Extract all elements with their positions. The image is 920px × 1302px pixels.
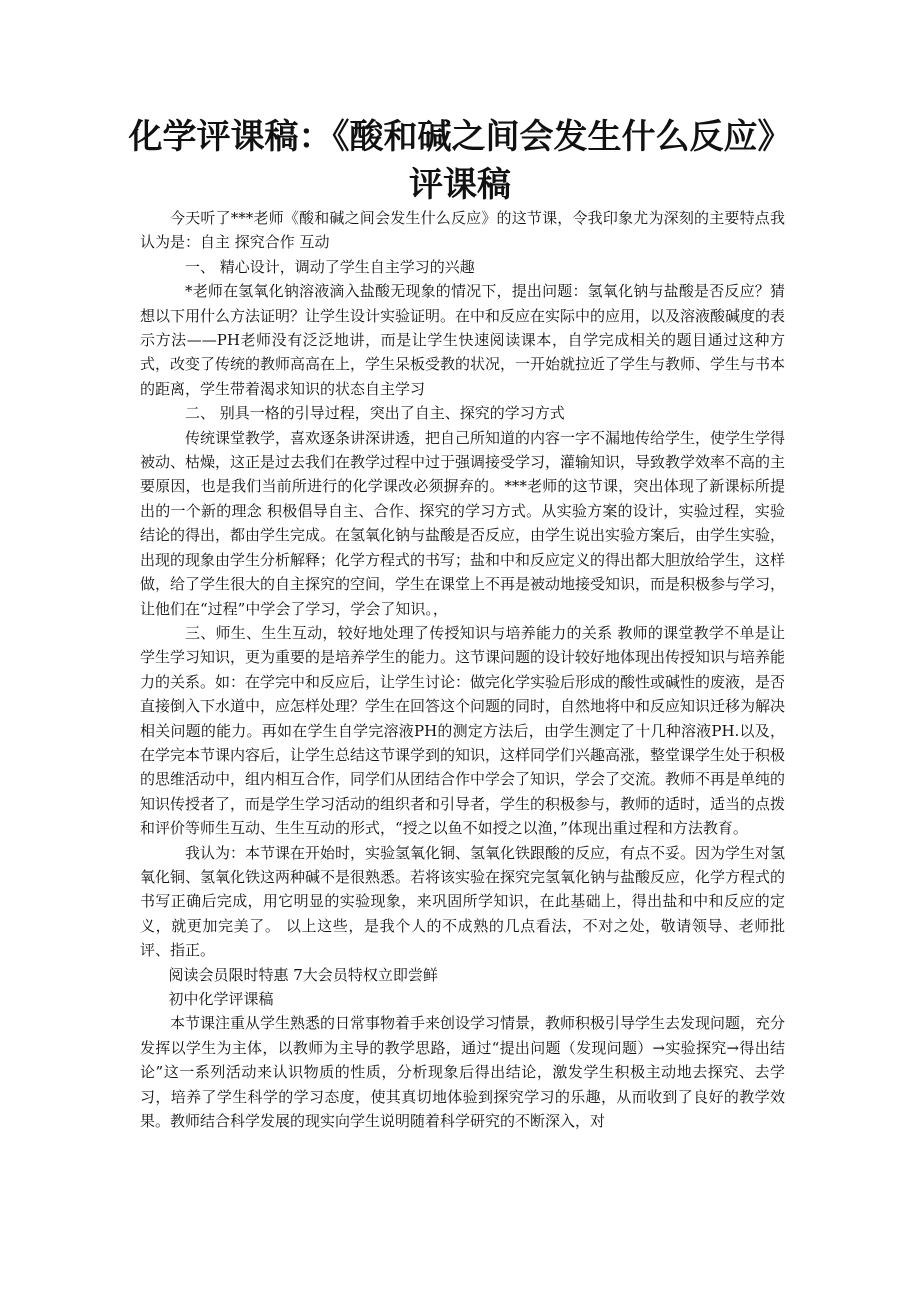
document-body	[140, 206, 785, 1133]
section-2-paragraph: 传统课堂教学，喜欢逐条讲深讲透，把自己所知道的内容一字不漏地传给学生，使学生学得被动、枯燥，这正是过去我们在教学过程中过于强调接受学习，灌输知识，导致教学效率不高的主要原因，也是我们当前所进行的化学课改必须摒弃的。***老师的这节课，突出体现了新课标所提出的一个新的理念 积极倡导自主、合作、探究的学习方式。从实验方案的设计，实验过程，实验结论的得出，都由学生完成。在氢氧化钠与盐酸是否反应，由学生说出实验方案后，由学生实验，出现的现象由学生分析解释；化学方程式的书写；盐和中和反应定义的得出都大胆放给学生，这样做，给了学生很大的自主探究的空间，学生在课堂上不再是被动地接受知识，而是积极参与学习，让他们在“过程”中学会了学习，学会了知识。，	[140, 428, 786, 618]
section-heading-1: 一、 精心设计，调动了学生自主学习的兴趣	[185, 257, 475, 276]
section-1-paragraph: *老师在氢氧化钠溶液滴入盐酸无现象的情况下，提出问题：氢氧化钠与盐酸是否反应？猜想以下用什么方法证明？让学生设计实验证明。在中和反应在实际中的应用，以及溶液酸碱度的表示方法——PH老师没有泛泛地讲，而是让学生快速阅读课本，自学完成相关的题目通过这种方式，改变了传统的教师高高在上，学生呆板受教的状况，一开始就拉近了学生与教师、学生与书本的距离，学生带着渴求知识的状态自主学习	[140, 282, 786, 398]
opinion-paragraph: 我认为：本节课在开始时，实验氢氧化铜、氢氧化铁跟酸的反应，有点不妥。因为学生对氢氧化铜、氢氧化铁这两种碱不是很熟悉。若将该实验在探究完氢氧化钠与盐酸反应，化学方程式的书写正确后完成，用它明显的实验现象，来巩固所学知识，在此基础上，得出盐和中和反应的定义，就更加完美了。 以上这些，是我个人的不成熟的几点看法，不对之处，敬请领导、老师批评、指正。	[140, 843, 786, 960]
document-title-continued: 评课稿	[409, 165, 511, 205]
section-heading-2: 二、 别具一格的引导过程，突出了自主、探究的学习方式	[185, 404, 565, 423]
related-article-paragraph: 本节课注重从学生熟悉的日常事物着手来创设学习情景，教师积极引导学生去发现问题，充分发挥以学生为主体，以教师为主导的教学思路，通过“提出问题（发现问题）→实验探究→得出结论”这一系列活动来认识物质的性质，分析现象后得出结论，激发学生积极主动地去探究、去学习，培养了学生科学的学习态度，使其真切地体验到探究学习的乐趣，从而收到了良好的教学效果。教师结合科学发展的现实向学生说明随着科学研究的不断深入，对	[140, 1014, 786, 1131]
intro-paragraph: 今天听了***老师《酸和碱之间会发生什么反应》的这节课，令我印象尤为深刻的主要特点我认为是：自主 探究合作 互动	[140, 209, 785, 252]
document-title: 化学评课稿：《酸和碱之间会发生什么反应》	[128, 117, 792, 157]
section-3-paragraph: 三、师生、生生互动，较好地处理了传授知识与培养能力的关系 教师的课堂教学不单是让学生学习知识，更为重要的是培养学生的能力。这节课问题的设计较好地体现出传授知识与培养能力的关系。如：在学完中和反应后，让学生讨论：做完化学实验后形成的酸性或碱性的废液，是否直接倒入下水道中，应怎样处理？学生在回答这个问题的同时，自然地将中和反应知识迁移为解决相关问题的能力。再如在学生自学完溶液PH的测定方法后，由学生测定了十几种溶液PH.以及，在学完本节课内容后，让学生总结这节课学到的知识，这样同学们兴趣高涨，整堂课学生处于积极的思维活动中，组内相互合作，同学们从团结合作中学会了知识，学会了交流。教师不再是单纯的知识传授者了，而是学生学习活动的组织者和引导者，学生的积极参与，教师的适时，适当的点拨和评价等师生互动、生生互动的形式，“授之以鱼不如授之以渔，”体现出重过程和方法教育。	[140, 623, 786, 838]
membership-promo-link[interactable]: 阅读会员限时特惠 7大会员特权立即尝鲜	[168, 965, 438, 984]
related-article-title: 初中化学评课稿	[168, 990, 274, 1008]
